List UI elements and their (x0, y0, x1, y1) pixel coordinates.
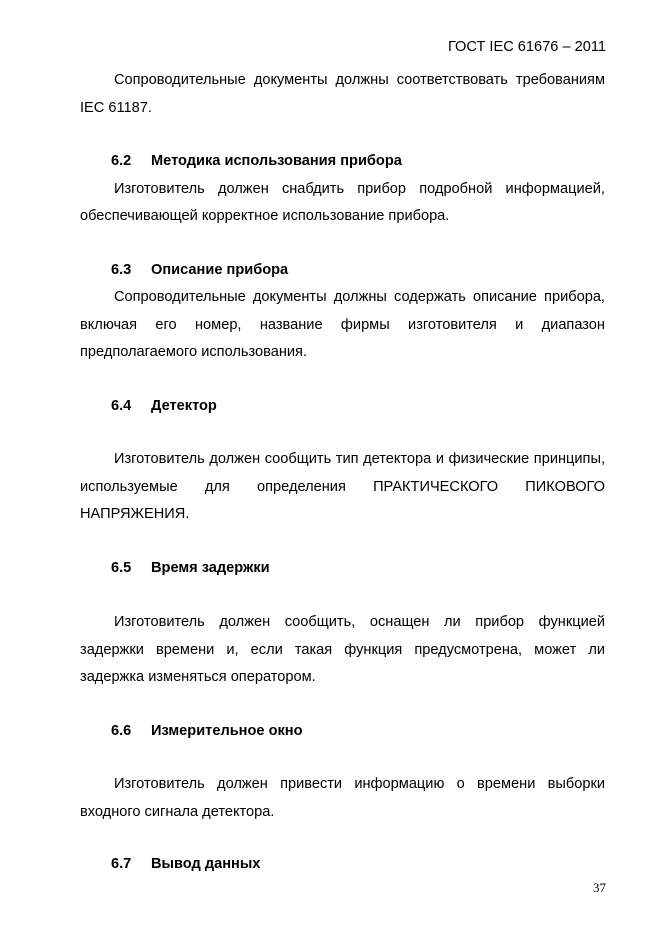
section-number: 6.5 (111, 559, 132, 576)
section-heading-6-6 (80, 718, 605, 746)
page-number: 37 (593, 880, 606, 895)
section-paragraph: Сопроводительные документы должны содержать описание прибора, включая его номер, название фирмы изготовителя и диапазон предполагаемого использования. (80, 289, 605, 360)
section-title: Измерительное окно (151, 722, 303, 739)
section-number: 6.6 (111, 722, 132, 739)
section-heading-6-7 (80, 851, 605, 879)
section-paragraph: Изготовитель должен привести информацию о времени выборки входного сигнала детектора. (80, 776, 605, 820)
section-heading-6-5 (80, 555, 605, 583)
document-header: ГОСТ IEC 61676 – 2011 (447, 39, 606, 55)
section-number: 6.3 (111, 261, 132, 278)
section-title: Время задержки (151, 559, 270, 576)
section-paragraph: Изготовитель должен снабдить прибор подробной информацией, обеспечивающей корректное использование прибора. (80, 180, 605, 224)
section-title: Методика использования прибора (151, 153, 402, 169)
section-heading-6-4 (80, 393, 605, 421)
section-heading-6-3 (80, 257, 605, 285)
section-paragraph: Изготовитель должен сообщить тип детектора и физические принципы, используемые для определения ПРАКТИЧЕСКОГО ПИКОВОГО НАПРЯЖЕНИЯ. (80, 451, 605, 522)
section-number: 6.7 (111, 856, 132, 872)
section-number: 6.4 (111, 397, 132, 414)
section-paragraph: Изготовитель должен сообщить, оснащен ли прибор функцией задержки времени и, если такая функция предусмотрена, может ли задержка изменяться оператором. (80, 614, 605, 685)
section-heading-6-2 (80, 148, 605, 176)
document-body (80, 67, 605, 879)
section-title: Детектор (151, 397, 217, 414)
intro-paragraph: Сопроводительные документы должны соответствовать требованиям IEC 61187. (80, 72, 605, 116)
section-title: Описание прибора (151, 261, 289, 278)
section-number: 6.2 (111, 153, 132, 169)
section-title: Вывод данных (151, 856, 261, 872)
